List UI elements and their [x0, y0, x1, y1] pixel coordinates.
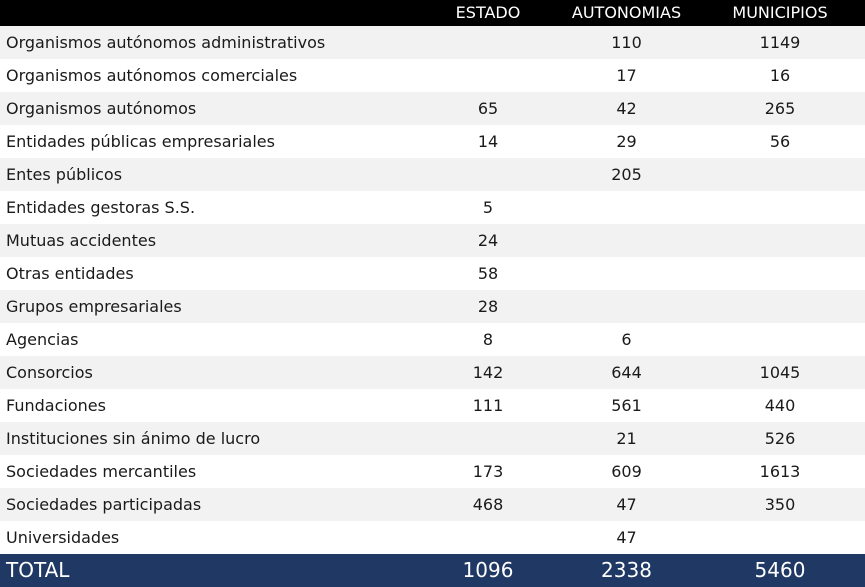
header-estado: ESTADO: [455, 3, 521, 22]
row-name-cell: Otras entidades: [6, 264, 134, 283]
row-estado-cell: [418, 59, 558, 92]
row-autonomias-cell: 6: [621, 330, 632, 349]
row-estado-cell: 5: [482, 198, 494, 217]
table-row: [0, 92, 865, 125]
total-autonomias: 2338: [601, 558, 652, 582]
row-municipios-cell: [695, 224, 865, 257]
row-name-cell: Organismos autónomos: [6, 99, 197, 118]
row-municipios-cell: 526: [764, 429, 796, 448]
header-municipios: MUNICIPIOS: [732, 3, 828, 22]
total-row: [0, 554, 865, 587]
header-autonomias: AUTONOMIAS: [571, 3, 682, 22]
row-estado-cell: [418, 26, 558, 59]
row-autonomias-cell: 17: [616, 66, 637, 85]
total-estado: 1096: [462, 558, 514, 582]
table-body: [0, 26, 865, 554]
row-estado-cell: 58: [477, 264, 499, 283]
row-municipios-cell: [695, 191, 865, 224]
header-row: [0, 0, 865, 26]
table-footer: [0, 554, 865, 587]
row-autonomias-cell: [558, 191, 695, 224]
row-municipios-cell: [695, 323, 865, 356]
row-municipios-cell: 1149: [759, 33, 801, 52]
row-municipios-cell: 350: [764, 495, 796, 514]
row-estado-cell: 65: [477, 99, 499, 118]
row-estado-cell: 28: [477, 297, 499, 316]
row-municipios-cell: 440: [764, 396, 796, 415]
row-autonomias-cell: 42: [616, 99, 637, 118]
row-estado-cell: 142: [472, 363, 504, 382]
total-municipios: 5460: [754, 558, 806, 582]
row-municipios-cell: 56: [769, 132, 791, 151]
row-name-cell: Mutuas accidentes: [6, 231, 157, 250]
row-autonomias-cell: 110: [611, 33, 642, 52]
table-row: [0, 356, 865, 389]
table-row: [0, 158, 865, 191]
header-name: [0, 0, 418, 26]
row-autonomias-cell: 47: [616, 495, 637, 514]
row-municipios-cell: [695, 158, 865, 191]
table-row: [0, 257, 865, 290]
row-name-cell: Grupos empresariales: [6, 297, 182, 316]
row-municipios-cell: 16: [769, 66, 791, 85]
row-name-cell: Agencias: [6, 330, 79, 349]
row-autonomias-cell: 609: [611, 462, 642, 481]
row-municipios-cell: 265: [764, 99, 796, 118]
row-name-cell: Entidades públicas empresariales: [6, 132, 275, 151]
row-autonomias-cell: 561: [611, 396, 642, 415]
row-autonomias-cell: [558, 290, 695, 323]
table-row: [0, 59, 865, 92]
row-autonomias-cell: 644: [611, 363, 642, 382]
table-row: [0, 125, 865, 158]
table-row: [0, 455, 865, 488]
table-row: [0, 488, 865, 521]
row-estado-cell: 14: [477, 132, 499, 151]
row-name-cell: Organismos autónomos administrativos: [6, 33, 326, 52]
row-name-cell: Organismos autónomos comerciales: [6, 66, 298, 85]
row-estado-cell: [418, 158, 558, 191]
table-row: [0, 422, 865, 455]
table-row: [0, 26, 865, 59]
row-name-cell: Entidades gestoras S.S.: [6, 198, 196, 217]
table-header: [0, 0, 865, 26]
row-autonomias-cell: [558, 257, 695, 290]
row-autonomias-cell: 47: [616, 528, 637, 547]
row-autonomias-cell: 21: [616, 429, 637, 448]
row-autonomias-cell: 205: [611, 165, 642, 184]
row-estado-cell: 24: [477, 231, 499, 250]
row-name-cell: Universidades: [6, 528, 120, 547]
table-row: [0, 389, 865, 422]
row-name-cell: Instituciones sin ánimo de lucro: [6, 429, 261, 448]
table-row: [0, 224, 865, 257]
row-estado-cell: 468: [472, 495, 504, 514]
row-municipios-cell: [695, 521, 865, 554]
row-autonomias-cell: [558, 224, 695, 257]
table-row: [0, 191, 865, 224]
row-municipios-cell: [695, 257, 865, 290]
row-estado-cell: 8: [482, 330, 494, 349]
row-estado-cell: 173: [472, 462, 504, 481]
row-name-cell: Sociedades mercantiles: [6, 462, 197, 481]
row-name-cell: Sociedades participadas: [6, 495, 202, 514]
total-label: TOTAL: [6, 558, 70, 582]
row-municipios-cell: [695, 290, 865, 323]
row-estado-cell: [418, 521, 558, 554]
row-name-cell: Fundaciones: [6, 396, 106, 415]
row-name-cell: Entes públicos: [6, 165, 123, 184]
row-municipios-cell: 1045: [759, 363, 801, 382]
table-row: [0, 323, 865, 356]
row-estado-cell: 111: [472, 396, 504, 415]
row-municipios-cell: 1613: [759, 462, 801, 481]
table-row: [0, 290, 865, 323]
row-name-cell: Consorcios: [6, 363, 93, 382]
row-autonomias-cell: 29: [616, 132, 637, 151]
table-row: [0, 521, 865, 554]
row-estado-cell: [418, 422, 558, 455]
